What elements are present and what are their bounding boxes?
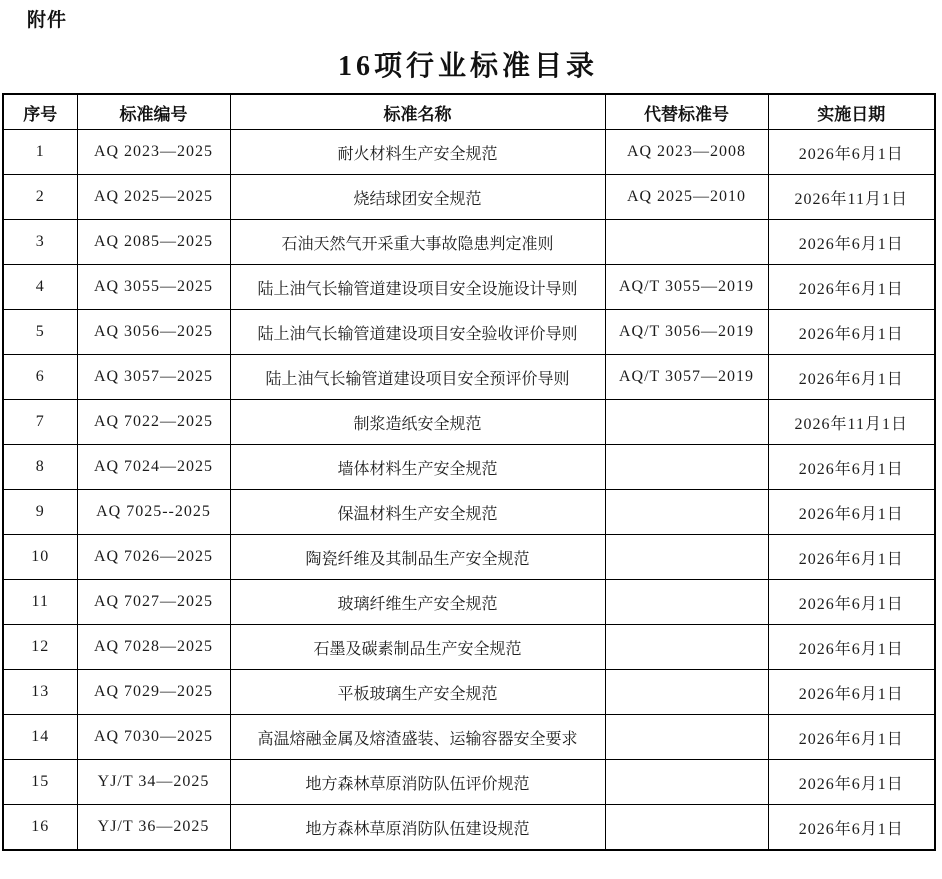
table-row bbox=[3, 625, 935, 670]
standard-code: AQ 3055—2025 bbox=[77, 265, 230, 310]
page-title: 16项行业标准目录 bbox=[337, 51, 598, 82]
table-row bbox=[3, 805, 935, 851]
standard-name-link[interactable]: 平板玻璃生产安全规范 bbox=[230, 670, 605, 715]
standard-code: AQ 2023—2025 bbox=[77, 130, 230, 175]
standards-table bbox=[2, 93, 936, 851]
table-row bbox=[3, 535, 935, 580]
implementation-date: 2026年6月1日 bbox=[768, 535, 935, 580]
implementation-date: 2026年6月1日 bbox=[768, 805, 935, 851]
row-serial-number: 3 bbox=[3, 220, 77, 265]
table-header-row bbox=[3, 94, 935, 130]
row-serial-number: 9 bbox=[3, 490, 77, 535]
standard-name-link[interactable]: 陶瓷纤维及其制品生产安全规范 bbox=[230, 535, 605, 580]
table-row bbox=[3, 670, 935, 715]
table-row bbox=[3, 220, 935, 265]
implementation-date: 2026年6月1日 bbox=[768, 625, 935, 670]
table-row bbox=[3, 490, 935, 535]
standard-name-link[interactable]: 地方森林草原消防队伍评价规范 bbox=[230, 760, 605, 805]
row-serial-number: 15 bbox=[3, 760, 77, 805]
header-standard-code: 标准编号 bbox=[77, 94, 230, 130]
standard-name-link[interactable]: 烧结球团安全规范 bbox=[230, 175, 605, 220]
implementation-date: 2026年6月1日 bbox=[768, 715, 935, 760]
table-row bbox=[3, 580, 935, 625]
replaced-standard-code bbox=[605, 220, 768, 265]
header-standard-name: 标准名称 bbox=[230, 94, 605, 130]
implementation-date: 2026年6月1日 bbox=[768, 670, 935, 715]
implementation-date: 2026年6月1日 bbox=[768, 490, 935, 535]
replaced-standard-code bbox=[605, 715, 768, 760]
replaced-standard-code bbox=[605, 490, 768, 535]
standard-name-link[interactable]: 陆上油气长输管道建设项目安全预评价导则 bbox=[230, 355, 605, 400]
standard-code: AQ 7024—2025 bbox=[77, 445, 230, 490]
replaced-standard-code bbox=[605, 580, 768, 625]
table-row bbox=[3, 355, 935, 400]
table-row bbox=[3, 175, 935, 220]
standard-code: AQ 7025--2025 bbox=[77, 490, 230, 535]
replaced-standard-code: AQ/T 3056—2019 bbox=[605, 310, 768, 355]
standard-name-link[interactable]: 保温材料生产安全规范 bbox=[230, 490, 605, 535]
row-serial-number: 16 bbox=[3, 805, 77, 851]
table-row bbox=[3, 760, 935, 805]
table-row bbox=[3, 265, 935, 310]
implementation-date: 2026年6月1日 bbox=[768, 130, 935, 175]
replaced-standard-code bbox=[605, 535, 768, 580]
table-row bbox=[3, 310, 935, 355]
replaced-standard-code bbox=[605, 400, 768, 445]
standard-code: AQ 7028—2025 bbox=[77, 625, 230, 670]
row-serial-number: 1 bbox=[3, 130, 77, 175]
replaced-standard-code bbox=[605, 625, 768, 670]
standard-name-link[interactable]: 陆上油气长输管道建设项目安全设施设计导则 bbox=[230, 265, 605, 310]
implementation-date: 2026年6月1日 bbox=[768, 445, 935, 490]
table-row bbox=[3, 715, 935, 760]
table-body bbox=[3, 130, 935, 851]
implementation-date: 2026年6月1日 bbox=[768, 355, 935, 400]
standard-code: AQ 3056—2025 bbox=[77, 310, 230, 355]
standard-code: YJ/T 36—2025 bbox=[77, 805, 230, 851]
standard-name-link[interactable]: 陆上油气长输管道建设项目安全验收评价导则 bbox=[230, 310, 605, 355]
standard-name-link[interactable]: 墙体材料生产安全规范 bbox=[230, 445, 605, 490]
standard-name-link[interactable]: 玻璃纤维生产安全规范 bbox=[230, 580, 605, 625]
implementation-date: 2026年6月1日 bbox=[768, 220, 935, 265]
standard-name-link[interactable]: 高温熔融金属及熔渣盛装、运输容器安全要求 bbox=[230, 715, 605, 760]
replaced-standard-code: AQ/T 3055—2019 bbox=[605, 265, 768, 310]
standard-code: AQ 2025—2025 bbox=[77, 175, 230, 220]
standard-code: AQ 7027—2025 bbox=[77, 580, 230, 625]
implementation-date: 2026年6月1日 bbox=[768, 265, 935, 310]
implementation-date: 2026年6月1日 bbox=[768, 310, 935, 355]
row-serial-number: 6 bbox=[3, 355, 77, 400]
standard-code: AQ 7022—2025 bbox=[77, 400, 230, 445]
row-serial-number: 13 bbox=[3, 670, 77, 715]
replaced-standard-code bbox=[605, 805, 768, 851]
row-serial-number: 4 bbox=[3, 265, 77, 310]
row-serial-number: 5 bbox=[3, 310, 77, 355]
row-serial-number: 14 bbox=[3, 715, 77, 760]
replaced-standard-code bbox=[605, 670, 768, 715]
standard-name-link[interactable]: 制浆造纸安全规范 bbox=[230, 400, 605, 445]
header-implementation-date: 实施日期 bbox=[768, 94, 935, 130]
standard-code: AQ 7026—2025 bbox=[77, 535, 230, 580]
replaced-standard-code bbox=[605, 760, 768, 805]
implementation-date: 2026年11月1日 bbox=[768, 175, 935, 220]
implementation-date: 2026年11月1日 bbox=[768, 400, 935, 445]
header-replaced-standard: 代替标准号 bbox=[605, 94, 768, 130]
standard-code: YJ/T 34—2025 bbox=[77, 760, 230, 805]
row-serial-number: 11 bbox=[3, 580, 77, 625]
standard-code: AQ 2085—2025 bbox=[77, 220, 230, 265]
row-serial-number: 12 bbox=[3, 625, 77, 670]
header-serial-number: 序号 bbox=[3, 94, 77, 130]
table-row bbox=[3, 130, 935, 175]
table-row bbox=[3, 445, 935, 490]
replaced-standard-code bbox=[605, 445, 768, 490]
standard-code: AQ 7030—2025 bbox=[77, 715, 230, 760]
standard-code: AQ 7029—2025 bbox=[77, 670, 230, 715]
row-serial-number: 10 bbox=[3, 535, 77, 580]
row-serial-number: 8 bbox=[3, 445, 77, 490]
standard-name-link[interactable]: 耐火材料生产安全规范 bbox=[230, 130, 605, 175]
standard-code: AQ 3057—2025 bbox=[77, 355, 230, 400]
standard-name-link[interactable]: 地方森林草原消防队伍建设规范 bbox=[230, 805, 605, 851]
attachment-label: 附件 bbox=[27, 10, 68, 31]
implementation-date: 2026年6月1日 bbox=[768, 580, 935, 625]
replaced-standard-code: AQ 2025—2010 bbox=[605, 175, 768, 220]
standard-name-link[interactable]: 石油天然气开采重大事故隐患判定准则 bbox=[230, 220, 605, 265]
row-serial-number: 7 bbox=[3, 400, 77, 445]
standard-name-link[interactable]: 石墨及碳素制品生产安全规范 bbox=[230, 625, 605, 670]
table-row bbox=[3, 400, 935, 445]
replaced-standard-code: AQ/T 3057—2019 bbox=[605, 355, 768, 400]
row-serial-number: 2 bbox=[3, 175, 77, 220]
replaced-standard-code: AQ 2023—2008 bbox=[605, 130, 768, 175]
implementation-date: 2026年6月1日 bbox=[768, 760, 935, 805]
